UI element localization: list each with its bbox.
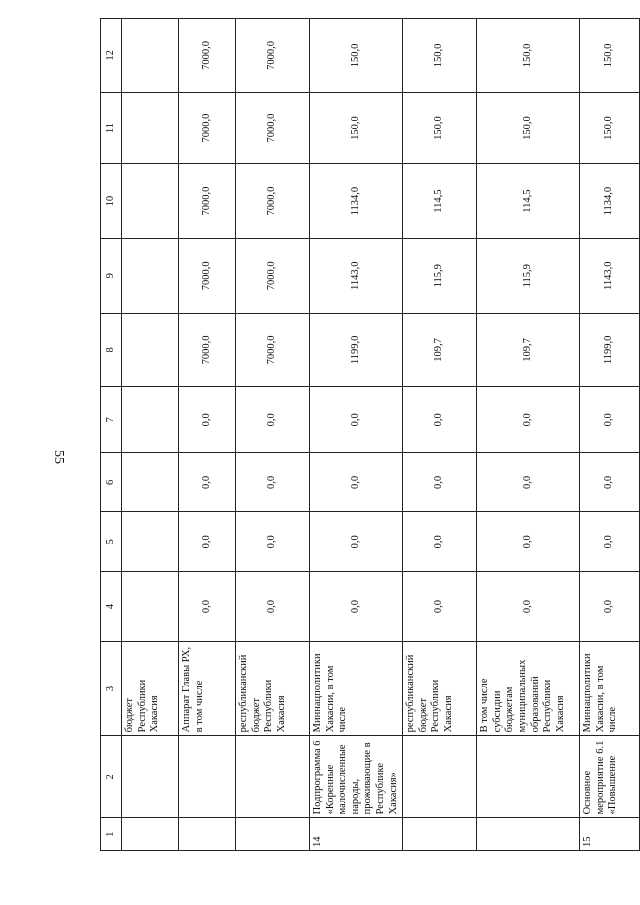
value-cell: 0,0 bbox=[477, 387, 580, 453]
value-cell: 1143,0 bbox=[310, 238, 403, 313]
value-cell: 0,0 bbox=[403, 572, 477, 641]
value-cell: 150,0 bbox=[477, 92, 580, 164]
value-cell: 115,9 bbox=[477, 238, 580, 313]
budget-table bbox=[100, 18, 640, 851]
value-cell: 0,0 bbox=[580, 453, 640, 512]
value-cell: 114,5 bbox=[477, 164, 580, 239]
header-cell: 6 bbox=[101, 453, 122, 512]
header-cell: 10 bbox=[101, 164, 122, 239]
value-cell: 0,0 bbox=[236, 572, 310, 641]
program-name-cell bbox=[477, 736, 580, 818]
value-cell: 115,9 bbox=[403, 238, 477, 313]
value-cell: 7000,0 bbox=[236, 238, 310, 313]
header-cell: 5 bbox=[101, 512, 122, 572]
table-row bbox=[580, 19, 640, 851]
row-number-cell bbox=[477, 818, 580, 851]
value-cell bbox=[122, 238, 179, 313]
table-row bbox=[236, 19, 310, 851]
funding-source-cell: В том числе субсидии бюджетам муниципальных образований Республики Хакасия bbox=[477, 641, 580, 736]
header-cell: 4 bbox=[101, 572, 122, 641]
value-cell bbox=[122, 512, 179, 572]
value-cell: 109,7 bbox=[477, 313, 580, 387]
row-number-cell bbox=[122, 818, 179, 851]
table-row bbox=[310, 19, 403, 851]
value-cell bbox=[122, 19, 179, 93]
value-cell: 7000,0 bbox=[179, 164, 236, 239]
row-number-cell: 14 bbox=[310, 818, 403, 851]
value-cell: 0,0 bbox=[179, 512, 236, 572]
row-number-cell bbox=[403, 818, 477, 851]
value-cell: 7000,0 bbox=[236, 164, 310, 239]
value-cell: 150,0 bbox=[477, 19, 580, 93]
value-cell: 0,0 bbox=[403, 512, 477, 572]
value-cell bbox=[122, 387, 179, 453]
value-cell: 7000,0 bbox=[179, 19, 236, 93]
program-name-cell: Подпрограмма 6 «Коренные малочисленные народы, проживающие в Республике Хакасия» bbox=[310, 736, 403, 818]
value-cell: 0,0 bbox=[477, 453, 580, 512]
value-cell: 0,0 bbox=[310, 387, 403, 453]
value-cell: 114,5 bbox=[403, 164, 477, 239]
funding-source-cell: республиканский бюджет Республики Хакасия bbox=[403, 641, 477, 736]
program-name-cell: Основное мероприятие 6.1 «Повышение bbox=[580, 736, 640, 818]
header-cell: 12 bbox=[101, 19, 122, 93]
header-cell: 8 bbox=[101, 313, 122, 387]
value-cell: 1143,0 bbox=[580, 238, 640, 313]
value-cell: 0,0 bbox=[236, 453, 310, 512]
value-cell: 0,0 bbox=[236, 387, 310, 453]
value-cell: 0,0 bbox=[403, 453, 477, 512]
header-cell: 2 bbox=[101, 736, 122, 818]
value-cell: 0,0 bbox=[403, 387, 477, 453]
header-row bbox=[101, 19, 122, 851]
funding-source-cell: Аппарат Главы РХ, в том числе bbox=[179, 641, 236, 736]
header-cell: 9 bbox=[101, 238, 122, 313]
value-cell: 7000,0 bbox=[179, 313, 236, 387]
value-cell: 1199,0 bbox=[310, 313, 403, 387]
table-row bbox=[122, 19, 179, 851]
value-cell: 109,7 bbox=[403, 313, 477, 387]
header-cell: 3 bbox=[101, 641, 122, 736]
value-cell: 0,0 bbox=[310, 453, 403, 512]
rotated-table-container bbox=[100, 18, 619, 851]
funding-source-cell: бюджет Республики Хакасия bbox=[122, 641, 179, 736]
value-cell: 150,0 bbox=[403, 92, 477, 164]
value-cell: 7000,0 bbox=[236, 92, 310, 164]
program-name-cell bbox=[403, 736, 477, 818]
value-cell: 0,0 bbox=[477, 512, 580, 572]
value-cell: 150,0 bbox=[310, 19, 403, 93]
row-number-cell bbox=[236, 818, 310, 851]
header-cell: 1 bbox=[101, 818, 122, 851]
funding-source-cell: Миннацполитики Хакасии, в том числе bbox=[580, 641, 640, 736]
row-number-cell: 15 bbox=[580, 818, 640, 851]
value-cell: 0,0 bbox=[477, 572, 580, 641]
value-cell bbox=[122, 92, 179, 164]
value-cell: 7000,0 bbox=[179, 238, 236, 313]
value-cell: 0,0 bbox=[179, 453, 236, 512]
value-cell: 150,0 bbox=[310, 92, 403, 164]
program-name-cell bbox=[122, 736, 179, 818]
funding-source-cell: республиканский бюджет Республики Хакасия bbox=[236, 641, 310, 736]
value-cell bbox=[122, 164, 179, 239]
value-cell: 1134,0 bbox=[310, 164, 403, 239]
value-cell: 0,0 bbox=[179, 572, 236, 641]
value-cell: 0,0 bbox=[236, 512, 310, 572]
header-cell: 7 bbox=[101, 387, 122, 453]
value-cell: 150,0 bbox=[403, 19, 477, 93]
value-cell bbox=[122, 313, 179, 387]
value-cell: 0,0 bbox=[580, 512, 640, 572]
header-cell: 11 bbox=[101, 92, 122, 164]
value-cell: 0,0 bbox=[310, 512, 403, 572]
page-number: 55 bbox=[51, 450, 66, 464]
funding-source-cell: Миннацполитики Хакасии, в том числе bbox=[310, 641, 403, 736]
program-name-cell bbox=[236, 736, 310, 818]
row-number-cell bbox=[179, 818, 236, 851]
value-cell: 7000,0 bbox=[236, 19, 310, 93]
table-row bbox=[403, 19, 477, 851]
value-cell bbox=[122, 453, 179, 512]
value-cell: 0,0 bbox=[179, 387, 236, 453]
value-cell: 7000,0 bbox=[179, 92, 236, 164]
table-row bbox=[179, 19, 236, 851]
value-cell: 1134,0 bbox=[580, 164, 640, 239]
table-row bbox=[477, 19, 580, 851]
program-name-cell bbox=[179, 736, 236, 818]
value-cell: 150,0 bbox=[580, 92, 640, 164]
value-cell: 0,0 bbox=[580, 387, 640, 453]
value-cell: 7000,0 bbox=[236, 313, 310, 387]
value-cell: 0,0 bbox=[310, 572, 403, 641]
value-cell: 0,0 bbox=[580, 572, 640, 641]
value-cell: 150,0 bbox=[580, 19, 640, 93]
value-cell: 1199,0 bbox=[580, 313, 640, 387]
value-cell bbox=[122, 572, 179, 641]
